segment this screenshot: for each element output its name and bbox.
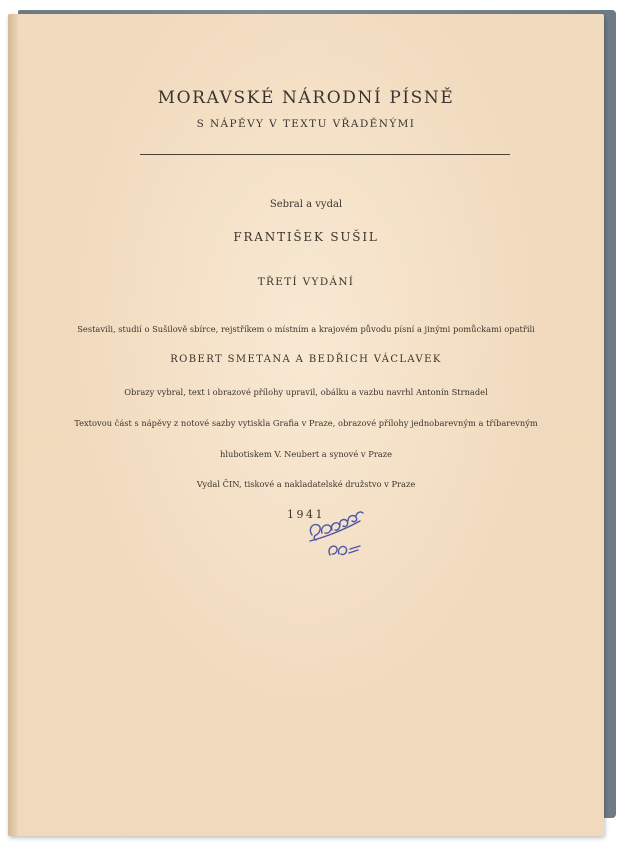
- collected-by-label: Sebral a vydal: [269, 199, 343, 210]
- print-note-line-1: Textovou část s nápěvy z notové sazby vytiskla Grafia v Praze, obrazové přílohy jednobarevným a tříbarevným: [74, 418, 538, 428]
- editors-note: Sestavili, studií o Sušilově sbírce, rejstříkem o místním a krajovém původu písní a jinými pomůckami opatřili: [77, 324, 535, 334]
- author-name: FRANTIŠEK SUŠIL: [233, 230, 379, 244]
- title-page: [8, 14, 604, 836]
- editors-names: ROBERT SMETANA A BEDŘICH VÁCLAVEK: [170, 354, 442, 365]
- print-note-line-2: hlubotiskem V. Neubert a synové v Praze: [219, 449, 393, 459]
- publication-year: 1941: [287, 508, 325, 521]
- pencil-price-mark: [298, 499, 388, 569]
- publisher-line: Vydal ČIN, tiskové a nakladatelské družstvo v Praze: [196, 479, 416, 489]
- title-divider: [140, 154, 510, 155]
- book-title: MORAVSKÉ NÁRODNÍ PÍSNĚ: [157, 88, 455, 108]
- edition-label: TŘETÍ VYDÁNÍ: [257, 276, 355, 288]
- book-subtitle: S NÁPĚVY V TEXTU VŘADĚNÝMI: [196, 118, 416, 130]
- images-note: Obrazy vybral, text i obrazové přílohy upravil, obálku a vazbu navrhl Antonín Strnadel: [124, 387, 488, 397]
